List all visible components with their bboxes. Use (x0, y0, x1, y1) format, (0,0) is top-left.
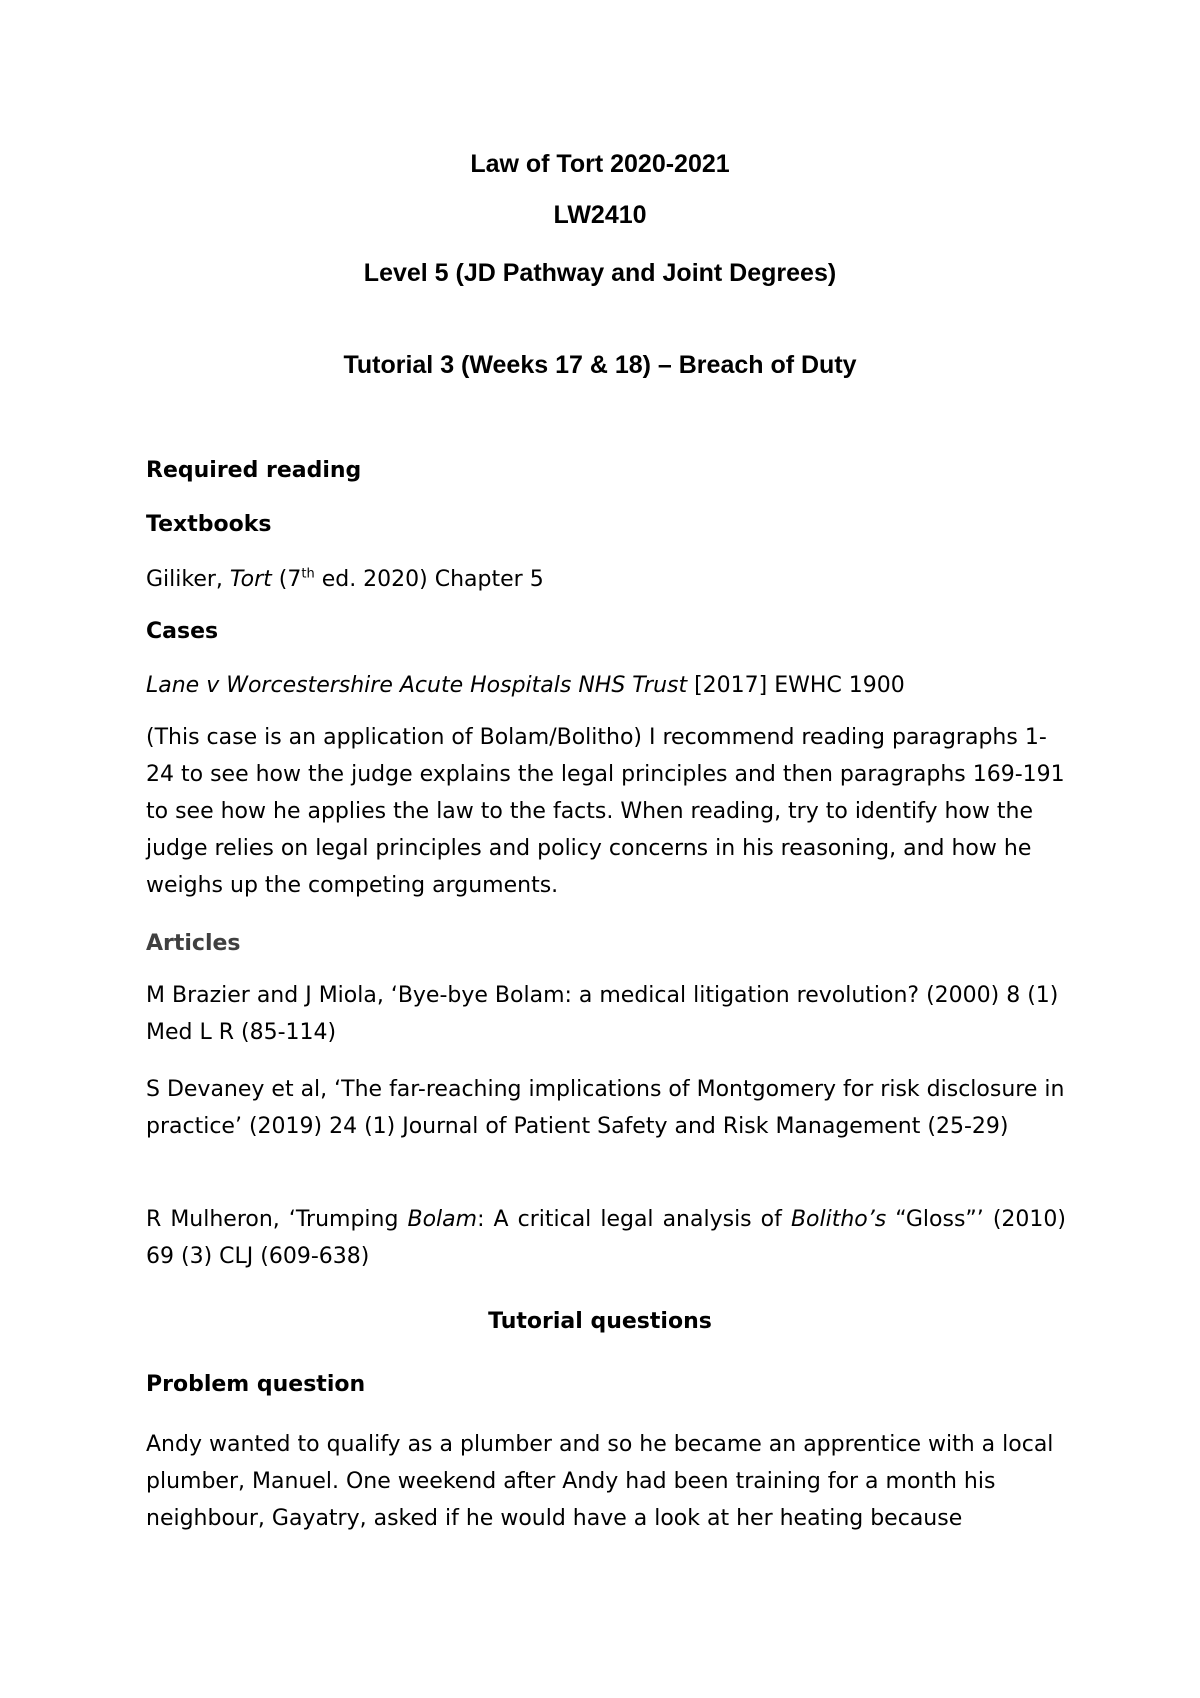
textbook-author: Giliker, (146, 567, 230, 592)
articles-heading: Articles (146, 931, 241, 956)
article-mulheron-italic2: Bolitho’s (790, 1207, 887, 1232)
textbook-reference (146, 565, 544, 595)
textbook-edition-open: (7 (271, 567, 302, 592)
article-mulheron-part2: : A critical legal analysis of (477, 1207, 791, 1232)
textbook-title: Tort (229, 567, 272, 592)
article-mulheron-part1: R Mulheron, ‘Trumping (146, 1207, 408, 1232)
case-note: (This case is an application of Bolam/Bolitho) I recommend reading paragraphs 1-24 to see how the judge explains the legal principles and then paragraphs 169-191 to see how he applies the law to the facts. When reading, try to identify how the judge relies on legal principles and policy concerns in his reasoning, and how he weighs up the competing arguments. (146, 725, 1065, 898)
cases-heading: Cases (146, 619, 219, 644)
required-reading-heading: Required reading (146, 458, 362, 483)
article-mulheron-italic1: Bolam (407, 1207, 478, 1232)
textbook-edition-rest: ed. 2020) Chapter 5 (314, 567, 544, 592)
textbooks-heading: Textbooks (146, 512, 272, 537)
article-mulheron-part3: “Gloss”’ (2010) 69 (3) CLJ (609-638) (146, 1207, 1066, 1269)
course-level: Level 5 (JD Pathway and Joint Degrees) (363, 259, 837, 287)
article-mulheron (146, 1201, 1066, 1275)
tutorial-title: Tutorial 3 (Weeks 17 & 18) – Breach of Duty (343, 351, 857, 379)
problem-question-text: Andy wanted to qualify as a plumber and so he became an apprentice with a local plumber, Manuel. One weekend after Andy had been training for a month his neighbour, Gayatry, asked if he would have a look at her heating because (146, 1432, 1054, 1531)
case-citation: [2017] EWHC 1900 (687, 673, 905, 698)
tutorial-questions-heading: Tutorial questions (488, 1309, 712, 1334)
problem-question-heading: Problem question (146, 1372, 366, 1397)
case-reference (146, 671, 905, 701)
course-code: LW2410 (553, 201, 647, 229)
article-brazier-miola: M Brazier and J Miola, ‘Bye-bye Bolam: a medical litigation revolution? (2000) 8 (1) Med L R (85-114) (146, 983, 1059, 1045)
case-name: Lane v Worcestershire Acute Hospitals NHS Trust (146, 673, 688, 698)
course-title: Law of Tort 2020-2021 (470, 150, 730, 178)
textbook-edition-sup: th (301, 566, 315, 582)
article-devaney: S Devaney et al, ‘The far-reaching implications of Montgomery for risk disclosure in practice’ (2019) 24 (1) Journal of Patient Safety and Risk Management (25-29) (146, 1077, 1065, 1139)
